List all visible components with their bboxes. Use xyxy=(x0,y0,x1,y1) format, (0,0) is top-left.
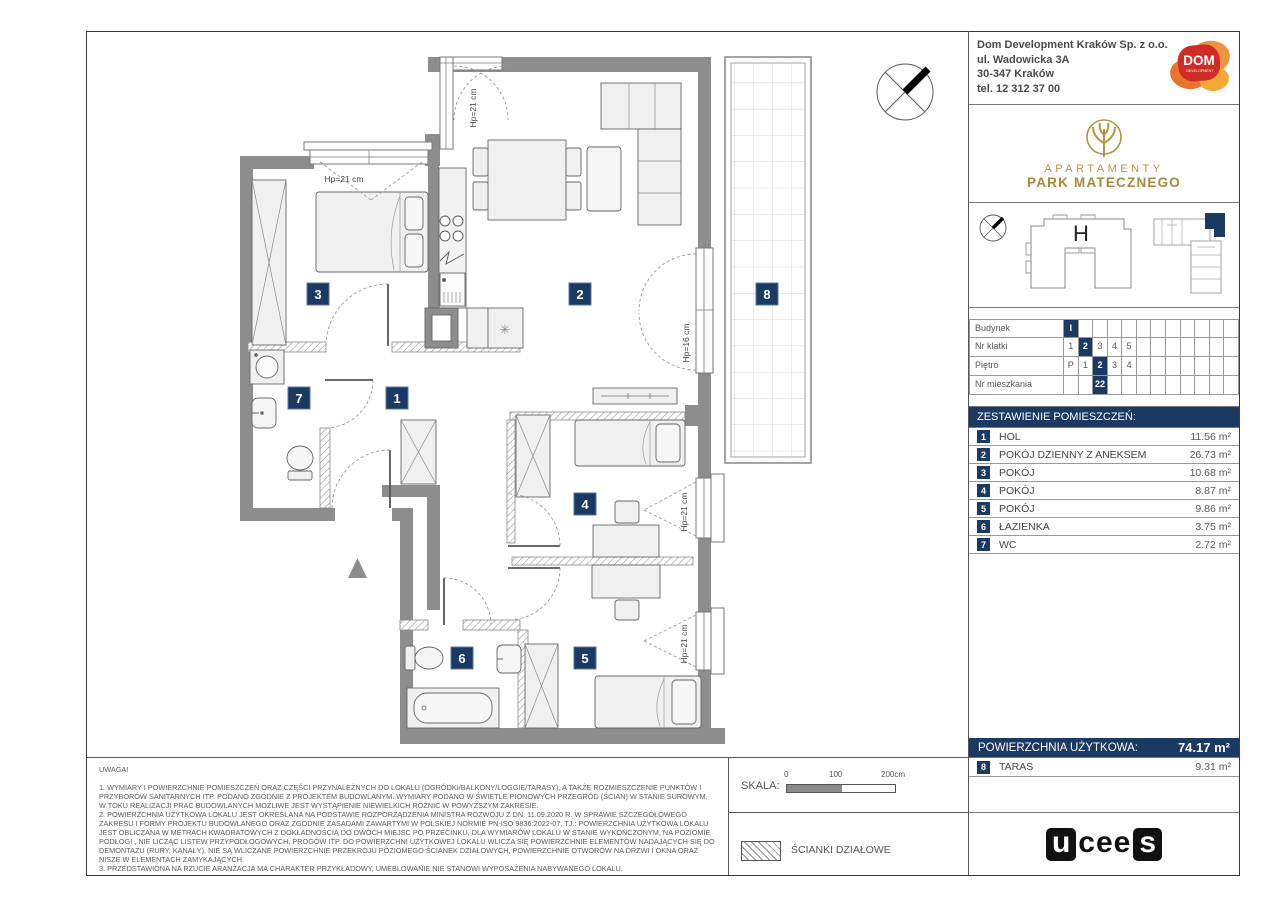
sidebar-empty-row xyxy=(969,777,1239,813)
desk-room4 xyxy=(593,501,659,557)
info-table-cell: 5 xyxy=(1122,338,1137,357)
info-table-cell xyxy=(1151,357,1166,376)
info-table-label: Nr klatki xyxy=(969,338,1064,357)
info-table-row xyxy=(969,319,1239,338)
room-no-badge: 8 xyxy=(977,761,990,774)
svg-text:8: 8 xyxy=(763,287,771,302)
info-table-cell xyxy=(1224,338,1239,357)
info-table-cell xyxy=(1166,376,1181,395)
window-room3 xyxy=(304,142,432,164)
toilet-wc xyxy=(287,446,313,480)
scale-tick-100: 100 xyxy=(829,770,843,779)
room-no-badge: 6 xyxy=(977,520,990,533)
scale-tick-0: 0 xyxy=(784,770,789,779)
info-table-cell xyxy=(1137,319,1152,338)
shelf-room4 xyxy=(593,388,677,404)
room-row-5: 5 POKÓJ 9.86 m² xyxy=(969,500,1239,518)
room-no-badge: 4 xyxy=(977,484,990,497)
scale-label: SKALA: xyxy=(741,780,780,792)
info-table xyxy=(969,319,1239,395)
bed-room5 xyxy=(595,676,701,728)
info-table-cell xyxy=(1195,319,1210,338)
info-table-cell: 2 xyxy=(1093,357,1108,376)
brand-line1: APARTAMENTY xyxy=(1044,163,1164,175)
info-table-cell xyxy=(1151,338,1166,357)
info-table-row xyxy=(969,357,1239,376)
info-table-cell: 3 xyxy=(1108,357,1123,376)
info-table-cell xyxy=(1064,376,1079,395)
notes-box xyxy=(87,757,728,875)
wardrobe-room4 xyxy=(516,415,550,497)
desk-room5 xyxy=(592,565,660,620)
label-hp-corner: Hp=21 cm xyxy=(468,88,478,128)
sidebar-spacer xyxy=(969,554,1239,738)
info-table-section xyxy=(969,308,1239,407)
info-table-cell xyxy=(1122,376,1137,395)
location-diagrams xyxy=(969,203,1239,307)
svg-text:7: 7 xyxy=(295,391,303,406)
info-table-cell: 1 xyxy=(1064,338,1079,357)
compass-icon xyxy=(980,215,1006,241)
info-table-cell xyxy=(1224,376,1239,395)
terrace xyxy=(725,57,811,463)
info-table-cell xyxy=(1210,357,1225,376)
svg-text:DOM: DOM xyxy=(1183,53,1215,68)
bathtub xyxy=(407,688,499,728)
info-table-cell xyxy=(1151,376,1166,395)
label-hp-room3: Hp=21 cm xyxy=(324,174,364,184)
svg-text:1: 1 xyxy=(393,391,401,406)
coffee-table xyxy=(587,147,621,211)
toilet-bathroom xyxy=(405,646,443,670)
svg-text:5: 5 xyxy=(581,651,589,666)
svg-text:6: 6 xyxy=(458,651,466,666)
info-table-cell: 3 xyxy=(1093,338,1108,357)
info-table-cell: 1 xyxy=(1079,357,1094,376)
info-table-cell xyxy=(1166,338,1181,357)
info-table-cell xyxy=(1108,376,1123,395)
entrance-arrow xyxy=(348,558,367,578)
rooms-table xyxy=(969,428,1239,554)
info-table-cell xyxy=(1166,319,1181,338)
building-outline xyxy=(1026,215,1131,288)
info-table-cell xyxy=(1195,357,1210,376)
info-table-cell: P xyxy=(1064,357,1079,376)
info-table-cell xyxy=(1181,357,1196,376)
note-1: 1. WYMIARY I POWIERZCHNIE POMIESZCZEŃ ORAZ CZĘŚCI PRZYNALEŻNYCH DO LOKALU (OGRÓDKI/BALKONY/LOGGIE/TARASY), A TAKŻE ROZMIESZCZENIE PUNKTÓW I PRZYBORÓW SANITARNYCH ITP. PODANO ZGODNIE Z PROJEKTEM BUDOWLANYM. WYMIARY PODANO W ŚWIETLE PIONOWYCH PRZEGRÓD (ŚCIAN) W STANIE SUROWYM. W TOKU REALIZACJI PRAC BUDOWLANYCH MOŻLIWE JEST WYSTĄPIENIE NIEWIELKICH RÓŻNIC W POWYŻSZYM ZAKRESIE. xyxy=(99,783,708,811)
site-plan xyxy=(1154,213,1225,293)
info-table-cell: 4 xyxy=(1108,338,1123,357)
info-table-cell xyxy=(1079,319,1094,338)
window-terrace-door xyxy=(696,248,713,373)
scale-bar xyxy=(786,784,896,793)
info-table-row xyxy=(969,338,1239,357)
room-row-4: 4 POKÓJ 8.87 m² xyxy=(969,482,1239,500)
location-diagrams-section xyxy=(969,203,1239,308)
dining-table xyxy=(488,140,566,220)
info-table-cell xyxy=(1181,338,1196,357)
info-table-row xyxy=(969,376,1239,395)
room-row-1: 1 HOL 11.56 m² xyxy=(969,428,1239,446)
svg-text:2: 2 xyxy=(576,287,584,302)
company-name: Dom Development Kraków Sp. z o.o. xyxy=(977,39,1168,51)
info-table-cell xyxy=(1108,319,1123,338)
badge-room5 xyxy=(574,647,596,669)
north-compass-icon xyxy=(877,64,933,120)
building-letter: H xyxy=(1073,221,1089,246)
brand-line2: PARK MATECZNEGO xyxy=(1027,175,1181,190)
wardrobe-hall xyxy=(401,420,436,484)
label-hp-room4: Hp=21 cm xyxy=(679,492,689,532)
ucees-logo: u cee s xyxy=(1046,826,1162,863)
badge-room1 xyxy=(386,387,408,409)
svg-text:DEVELOPMENT: DEVELOPMENT xyxy=(1186,69,1214,73)
partition-hatch-swatch xyxy=(741,841,781,861)
badge-room7 xyxy=(288,387,310,409)
bed-room3 xyxy=(316,192,428,272)
wardrobe-room5 xyxy=(525,644,558,728)
scale-tick-200: 200cm xyxy=(881,770,906,779)
svg-text:3: 3 xyxy=(314,287,322,302)
legend-partitions-label: ŚCIANKI DZIAŁOWE xyxy=(791,844,891,856)
usable-area-label: POWIERZCHNIA UŻYTKOWA: xyxy=(978,741,1138,754)
info-table-cell xyxy=(1122,319,1137,338)
info-table-cell: I xyxy=(1064,319,1079,338)
kitchen-cabinet xyxy=(467,308,488,348)
room-no-badge: 7 xyxy=(977,538,990,551)
info-table-cell xyxy=(1224,357,1239,376)
info-table-cell xyxy=(1079,376,1094,395)
info-table-cell xyxy=(1224,319,1239,338)
label-hp-room5: Hp=21 cm xyxy=(679,624,689,664)
brand-section xyxy=(969,105,1239,203)
badge-room6 xyxy=(451,647,473,669)
room-no-badge: 2 xyxy=(977,448,990,461)
info-table-label: Budynek xyxy=(969,319,1064,338)
info-table-cell: 2 xyxy=(1079,338,1094,357)
info-table-label: Piętro xyxy=(969,357,1064,376)
note-3: 3. PRZEDSTAWIONA NA RZUCIE ARANŻACJA MA CHARAKTER PRZYKŁADOWY, UMEBLOWANIE NIE STANOWI WYPOSAŻENIA NABYWANEGO LOKALU. xyxy=(99,864,623,874)
window-room5 xyxy=(696,608,724,674)
legend-box xyxy=(728,812,968,875)
info-table-cell: 4 xyxy=(1122,357,1137,376)
wardrobe-room3 xyxy=(252,180,286,345)
badge-room4 xyxy=(574,493,596,515)
ucees-logo-section xyxy=(969,813,1239,876)
svg-text:✳: ✳ xyxy=(499,322,511,337)
company-section xyxy=(969,31,1239,105)
info-table-cell xyxy=(1137,357,1152,376)
room-no-badge: 3 xyxy=(977,466,990,479)
taras-row: 8 TARAS 9.31 m² xyxy=(969,758,1239,777)
rooms-table-header xyxy=(969,407,1239,428)
dom-development-logo xyxy=(1169,38,1231,94)
usable-area-bar xyxy=(969,738,1239,758)
info-table-cell xyxy=(1093,319,1108,338)
floor-plan xyxy=(88,30,968,758)
kitchen-counter xyxy=(439,168,466,308)
room-no-badge: 5 xyxy=(977,502,990,515)
info-table-cell xyxy=(1195,376,1210,395)
info-table-cell xyxy=(1195,338,1210,357)
room-row-7: 7 WC 2.72 m² xyxy=(969,536,1239,554)
info-table-cell xyxy=(1210,319,1225,338)
info-table-cell xyxy=(1210,376,1225,395)
usable-area-value: 74.17 m² xyxy=(1177,740,1230,755)
info-table-cell xyxy=(1210,338,1225,357)
info-table-label: Nr mieszkania xyxy=(969,376,1064,395)
scale-box xyxy=(728,757,968,812)
note-2: 2. POWIERZCHNIA UŻYTKOWA LOKALU JEST OKREŚLANA NA PODSTAWIE ROZPORZĄDZENIA MINISTRA ROZWOJU Z DN. 11.09.2020 R. W SPRAWIE SZCZEGÓŁOWEGO ZAKRESU I FORMY PROJEKTU BUDOWLANEGO ORAZ ZGODNIE ZASADAMI ZAWARTYMI W POLSKIEJ NORMIE PN-ISO 9836:2022-07, TJ.: POWIERZCHNIA UŻYTKOWA LOKALU JEST OBLICZANA W METRACH KWADRATOWYCH Z DOKŁADNOŚCIĄ DO DWÓCH MIEJSC PO PRZECINKU, DLA WYMIARÓW LOKALU W STANIE WYKOŃCZONYM, NA POZIOMIE PODŁOGI , NIE LICZĄC LISTEW PRZYPODŁOGOWYCH, PROGÓW ITP. DO POWIERZCHNI UŻYTKOWEJ LOKALU WLICZA SIĘ POWIERZCHNIE ELEMENTÓW NADAJĄCYCH SIĘ DO DEMONTAŻU (RURY, KANAŁY), NIE SĄ WLICZANE POWIERZCHNIE PRZEKROJU POZIOMEGO ŚCIANEK DZIAŁOWYCH, POWIERZCHNIE OTWORÓW NA DRZWI I OKNA ORAZ NISZE W ELEMENTACH ZAMYKAJĄCYCH. xyxy=(99,810,715,865)
title-block xyxy=(968,31,1239,876)
badge-room8 xyxy=(756,283,778,305)
park-matecznego-tree-icon xyxy=(1082,117,1126,161)
badge-room2 xyxy=(569,283,591,305)
badge-room3 xyxy=(307,283,329,305)
rooms-title: ZESTAWIENIE POMIESZCZEŃ: xyxy=(977,411,1136,423)
sink-bathroom xyxy=(497,645,521,673)
company-address2: 30-347 Kraków xyxy=(977,68,1055,80)
room-no-badge: 1 xyxy=(977,430,990,443)
info-table-cell xyxy=(1137,376,1152,395)
furniture xyxy=(250,83,701,728)
company-address1: ul. Wadowicka 3A xyxy=(977,53,1070,66)
fridge xyxy=(488,308,523,348)
info-table-cell xyxy=(1181,376,1196,395)
label-hp-terrace: Hp=16 cm xyxy=(681,323,691,363)
info-table-cell xyxy=(1137,338,1152,357)
washing-machine xyxy=(250,350,284,384)
notes-title: UWAGA! xyxy=(99,765,129,774)
floor-plan-svg xyxy=(88,30,968,758)
info-table-cell xyxy=(1181,319,1196,338)
sink-wc xyxy=(252,398,276,428)
company-phone: tel. 12 312 37 00 xyxy=(977,82,1061,95)
info-table-cell xyxy=(1166,357,1181,376)
kitchen-sink-cabinet xyxy=(425,308,458,348)
room-row-6: 6 ŁAZIENKA 3.75 m² xyxy=(969,518,1239,536)
info-table-cell xyxy=(1151,319,1166,338)
room-row-3: 3 POKÓJ 10.68 m² xyxy=(969,464,1239,482)
window-room4 xyxy=(696,474,724,542)
bed-room4 xyxy=(575,420,685,466)
info-table-cell: 22 xyxy=(1093,376,1108,395)
svg-text:4: 4 xyxy=(581,497,589,512)
room-row-2: 2 POKÓJ DZIENNY Z ANEKSEM 26.73 m² xyxy=(969,446,1239,464)
